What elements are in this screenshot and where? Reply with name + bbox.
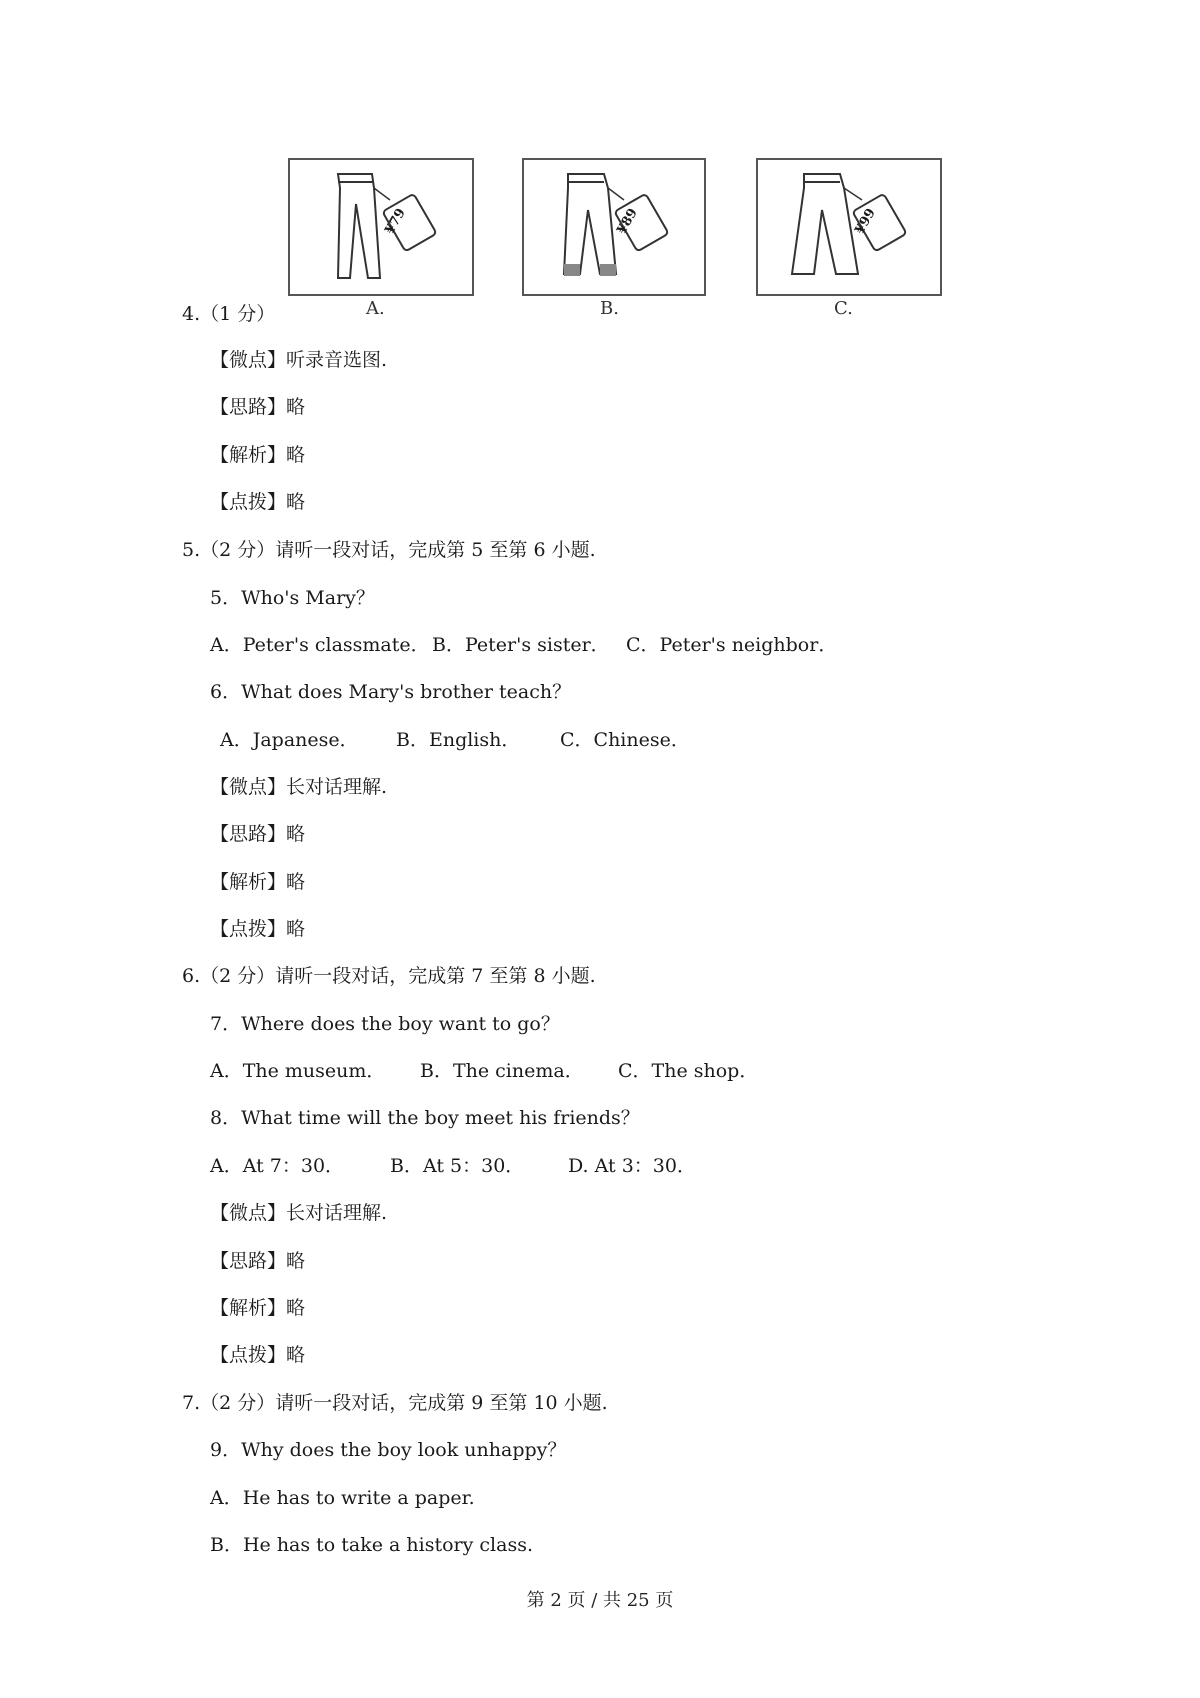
q6-header: 6.（2 分）请听一段对话，完成第 7 至第 8 小题.: [182, 965, 596, 987]
q7-sub1-option-a: A．He has to write a paper.: [210, 1487, 475, 1509]
q5-silu: 【思路】略: [210, 823, 306, 845]
page-footer: 第 2 页 / 共 25 页: [526, 1590, 674, 1611]
q6-jiexi: 【解析】略: [210, 1297, 306, 1319]
q6-sub1-option-b: B．The cinema．: [420, 1060, 584, 1082]
q5-weidian: 【微点】长对话理解.: [210, 776, 388, 798]
q4-silu: 【思路】略: [210, 396, 306, 418]
q6-sub2-option-d: D. At 3：30．: [568, 1155, 696, 1177]
q5-sub2-option-b: B．English．: [396, 729, 521, 751]
q6-silu: 【思路】略: [210, 1250, 306, 1272]
price-tag-a: ¥79: [382, 205, 409, 238]
image-option-c: [756, 158, 942, 296]
q4-header: 4.（1 分）: [182, 303, 276, 325]
q6-sub1: 7．Where does the boy want to go？: [210, 1013, 560, 1035]
option-label-c: C.: [834, 298, 853, 319]
price-tag-c: ¥99: [852, 205, 879, 238]
q4-jiexi: 【解析】略: [210, 444, 306, 466]
q5-sub1-option-a: A．Peter's classmate．: [210, 634, 430, 656]
q7-sub1: 9．Why does the boy look unhappy？: [210, 1439, 567, 1461]
q5-dianbo: 【点拨】略: [210, 918, 306, 940]
q4-weidian: 【微点】听录音选图.: [210, 349, 388, 371]
image-option-b: [522, 158, 706, 296]
q6-sub2-option-b: B．At 5：30．: [390, 1155, 525, 1177]
q6-sub2-option-a: A．At 7：30．: [210, 1155, 345, 1177]
q5-jiexi: 【解析】略: [210, 871, 306, 893]
q6-dianbo: 【点拨】略: [210, 1344, 306, 1366]
q5-sub2: 6．What does Mary's brother teach？: [210, 681, 572, 703]
q5-sub2-option-c: C．Chinese．: [560, 729, 690, 751]
q6-sub1-option-c: C．The shop．: [618, 1060, 759, 1082]
q6-sub2: 8．What time will the boy meet his friends？: [210, 1107, 640, 1129]
q5-header: 5.（2 分）请听一段对话，完成第 5 至第 6 小题.: [182, 539, 596, 561]
option-label-b: B.: [600, 298, 619, 319]
pants-icon: [758, 160, 940, 294]
option-label-a: A.: [366, 298, 385, 319]
q5-sub1-option-b: B．Peter's sister．: [432, 634, 610, 656]
q5-sub1: 5．Who's Mary？: [210, 587, 375, 609]
q6-sub1-option-a: A．The museum．: [210, 1060, 386, 1082]
q7-header: 7.（2 分）请听一段对话，完成第 9 至第 10 小题.: [182, 1392, 608, 1414]
q5-sub2-option-a: A．Japanese．: [220, 729, 359, 751]
q7-sub1-option-b: B．He has to take a history class.: [210, 1534, 533, 1556]
price-tag-b: ¥89: [614, 205, 641, 238]
pants-icon: [290, 160, 472, 294]
image-option-a: [288, 158, 474, 296]
q6-weidian: 【微点】长对话理解.: [210, 1202, 388, 1224]
q5-sub1-option-c: C．Peter's neighbor．: [626, 634, 838, 656]
pants-icon: [524, 160, 704, 294]
q4-dianbo: 【点拨】略: [210, 491, 306, 513]
